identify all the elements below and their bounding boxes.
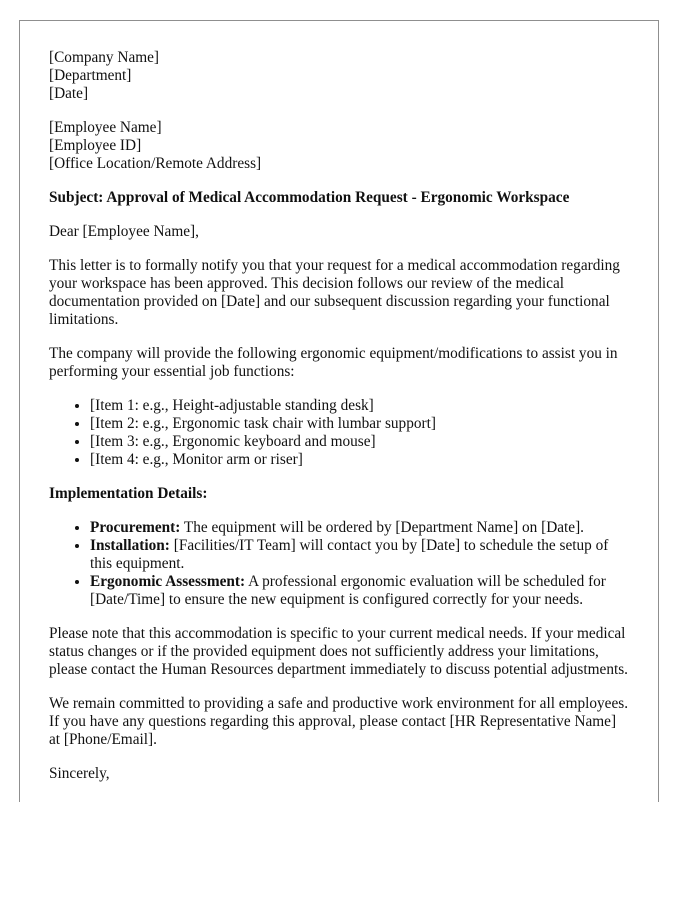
list-item: • [Item 3: e.g., Ergonomic keyboard and mouse] bbox=[90, 433, 630, 451]
list-item bbox=[90, 519, 630, 537]
list-item bbox=[90, 537, 630, 573]
letter-page bbox=[19, 20, 659, 802]
company-name: [Company Name] bbox=[49, 49, 160, 66]
commitment-paragraph: We remain committed to providing a safe and productive work environment for all employees. If you have any questions regarding this approval, please contact [HR Representative Name] at [Phone/Email]. bbox=[49, 695, 629, 748]
intro-paragraph: This letter is to formally notify you that your request for a medical accommodation regarding your workspace has been approved. This decision follows our review of the medical documentation provided on [Date] and our subsequent discussion regarding your functional limitations. bbox=[49, 257, 620, 328]
closing: Sincerely, bbox=[49, 765, 110, 782]
employee-name: [Employee Name] bbox=[49, 119, 162, 136]
list-item: • [Item 4: e.g., Monitor arm or riser] bbox=[90, 451, 630, 469]
sender-block bbox=[49, 49, 630, 103]
office-location: [Office Location/Remote Address] bbox=[49, 155, 262, 172]
note-paragraph: Please note that this accommodation is specific to your current medical needs. If your medical status changes or if the provided equipment does not sufficiently address your limitations, please contact the Human Resources department immediately to discuss potential adjustments. bbox=[49, 625, 629, 678]
detail-label: Ergonomic Assessment: bbox=[90, 573, 246, 590]
equipment-intro-paragraph: The company will provide the following ergonomic equipment/modifications to assist you in performing your essential job functions: bbox=[49, 345, 618, 380]
subject-line: Subject: Approval of Medical Accommodation Request - Ergonomic Workspace bbox=[49, 189, 570, 206]
list-item: • [Item 1: e.g., Height-adjustable standing desk] bbox=[90, 397, 630, 415]
detail-label: Procurement: bbox=[90, 519, 181, 536]
department: [Department] bbox=[49, 67, 132, 84]
implementation-list bbox=[49, 519, 630, 609]
detail-text: The equipment will be ordered by [Department Name] on [Date]. bbox=[180, 519, 585, 536]
list-item bbox=[90, 573, 630, 609]
detail-text: A professional ergonomic evaluation will be scheduled for [Date/Time] to ensure the new equipment is configured correctly for your needs. bbox=[90, 573, 606, 608]
employee-id: [Employee ID] bbox=[49, 137, 142, 154]
implementation-heading: Implementation Details: bbox=[49, 485, 208, 502]
letter-date: [Date] bbox=[49, 85, 89, 102]
recipient-block bbox=[49, 119, 630, 173]
list-item: • [Item 2: e.g., Ergonomic task chair with lumbar support] bbox=[90, 415, 630, 433]
salutation: Dear [Employee Name], bbox=[49, 223, 199, 240]
equipment-list bbox=[49, 397, 630, 469]
detail-label: Installation: bbox=[90, 537, 170, 554]
detail-text: [Facilities/IT Team] will contact you by [Date] to schedule the setup of this equipment. bbox=[90, 537, 609, 572]
